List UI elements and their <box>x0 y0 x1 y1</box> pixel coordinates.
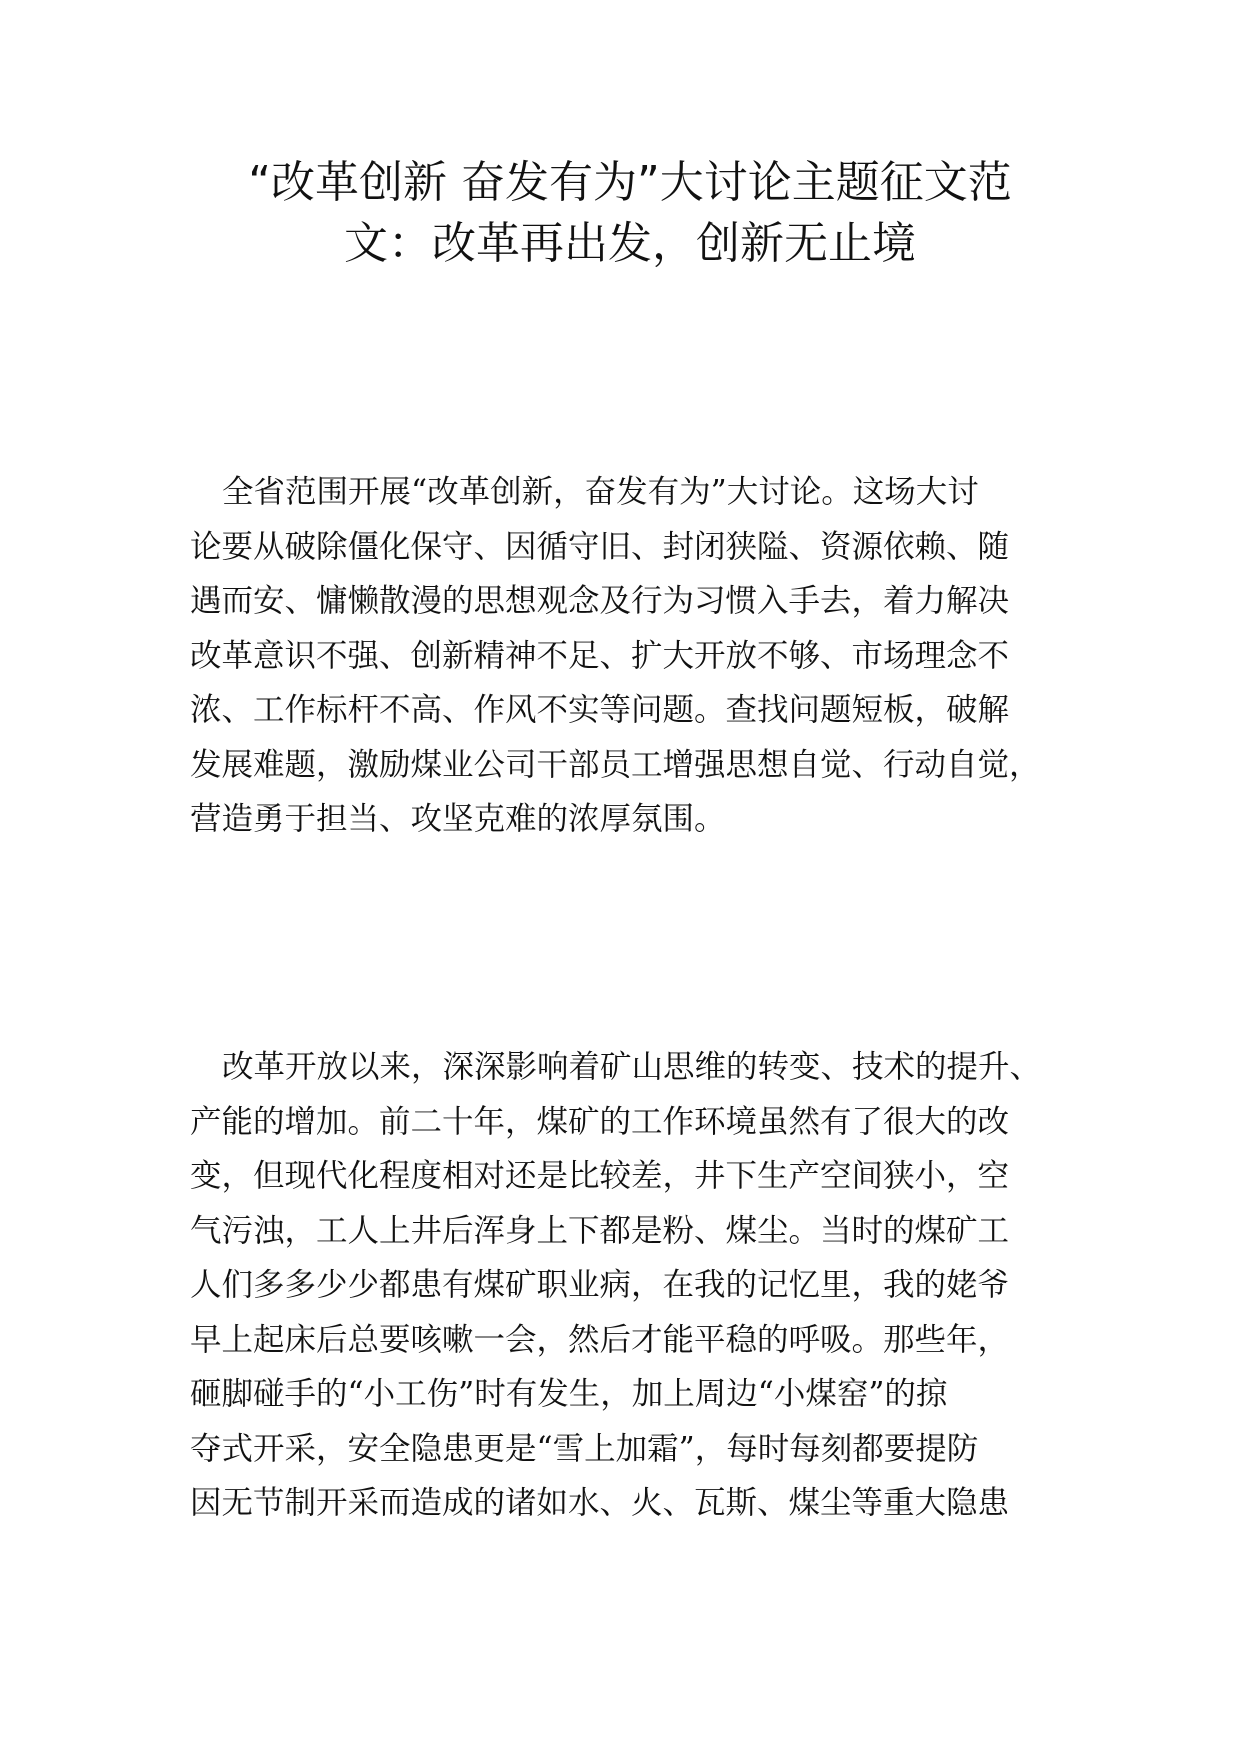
paragraph-line: 遇而安、慵懒散漫的思想观念及行为习惯入手去，着力解决 <box>190 583 1010 619</box>
paragraph-line: 砸脚碰手的“小工伤”时有发生，加上周边“小煤窑”的掠 <box>190 1376 948 1412</box>
paragraph-line: 论要从破除僵化保守、因循守旧、封闭狭隘、资源依赖、随 <box>190 528 1010 565</box>
paragraph-line: 全省范围开展“改革创新，奋发有为”大讨论。这场大讨 <box>222 474 979 510</box>
paragraph-line: 浓、工作标杆不高、作风不实等问题。查找问题短板，破解 <box>190 692 1010 728</box>
paragraph-line: 人们多多少少都患有煤矿职业病，在我的记忆里，我的姥爷 <box>190 1267 1010 1303</box>
paragraph-line: 营造勇于担当、攻坚克难的浓厚氛围。 <box>190 801 726 837</box>
paragraph-line: 变，但现代化程度相对还是比较差，井下生产空间狭小，空 <box>190 1158 1010 1194</box>
paragraph-line: 发展难题，激励煤业公司干部员工增强思想自觉、行动自觉， <box>190 746 1041 783</box>
paragraph-line: 因无节制开采而造成的诸如水、火、瓦斯、煤尘等重大隐患 <box>190 1485 1010 1521</box>
title-line: “改革创新 奋发有为”大讨论主题征文范 <box>248 157 1012 208</box>
body-paragraph <box>190 1040 1050 1531</box>
paragraph-line: 改革开放以来，深深影响着矿山思维的转变、技术的提升、 <box>222 1049 1042 1085</box>
paragraph-line: 夺式开采，安全隐患更是“雪上加霜”，每时每刻都要提防 <box>190 1430 979 1467</box>
paragraph-line: 气污浊，工人上井后浑身上下都是粉、煤尘。当时的煤矿工 <box>190 1212 1010 1249</box>
title-line: 文：改革再出发，创新无止境 <box>344 218 916 269</box>
paragraph-line: 早上起床后总要咳嗽一会，然后才能平稳的呼吸。那些年， <box>190 1321 1010 1358</box>
paragraph-line: 改革意识不强、创新精神不足、扩大开放不够、市场理念不 <box>190 637 1010 674</box>
paragraph-line: 产能的增加。前二十年，煤矿的工作环境虽然有了很大的改 <box>190 1103 1010 1140</box>
document-title <box>190 152 1070 274</box>
body-paragraph <box>190 465 1050 847</box>
